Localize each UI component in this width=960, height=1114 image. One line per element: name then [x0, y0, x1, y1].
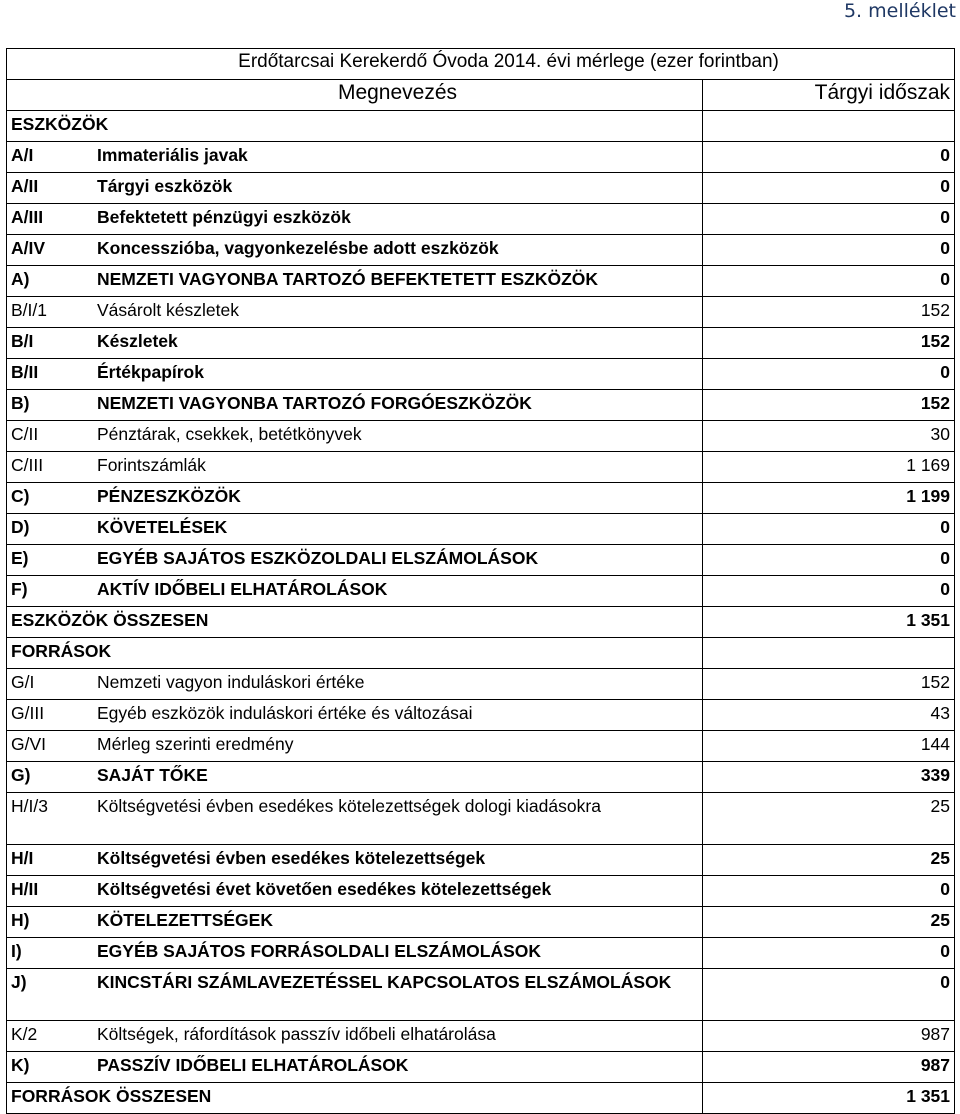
- row-value: 987: [703, 1021, 955, 1052]
- table-row: [7, 359, 955, 390]
- table-row: [7, 545, 955, 576]
- row-code: FORRÁSOK: [11, 641, 112, 661]
- table-row: [7, 204, 955, 235]
- row-label-cell: [7, 576, 703, 607]
- row-code: G/III: [11, 703, 45, 723]
- table-row: [7, 390, 955, 421]
- row-code: A/III: [11, 207, 44, 227]
- title-row: [7, 49, 955, 80]
- row-label-cell: [7, 452, 703, 483]
- row-label-cell: [7, 297, 703, 328]
- row-label: NEMZETI VAGYONBA TARTOZÓ BEFEKTETETT ESZKÖZÖK: [97, 269, 599, 289]
- row-label-cell: [7, 266, 703, 297]
- table-row: [7, 421, 955, 452]
- row-label: KÖVETELÉSEK: [97, 517, 228, 537]
- row-value: 144: [703, 731, 955, 762]
- row-label-cell: [7, 111, 703, 142]
- row-label: Mérleg szerinti eredmény: [97, 734, 294, 754]
- row-code: FORRÁSOK ÖSSZESEN: [11, 1086, 212, 1106]
- row-value: 0: [703, 266, 955, 297]
- row-code: C/II: [11, 424, 39, 444]
- row-label-cell: [7, 793, 703, 845]
- row-label-cell: [7, 421, 703, 452]
- row-label: EGYÉB SAJÁTOS FORRÁSOLDALI ELSZÁMOLÁSOK: [97, 941, 542, 961]
- row-label-cell: [7, 328, 703, 359]
- row-value: 152: [703, 297, 955, 328]
- table-row: [7, 142, 955, 173]
- row-label: PASSZÍV IDŐBELI ELHATÁROLÁSOK: [97, 1055, 409, 1075]
- table-row: [7, 111, 955, 142]
- row-label: Értékpapírok: [97, 362, 204, 382]
- row-label: Immateriális javak: [97, 145, 248, 165]
- row-label-cell: [7, 173, 703, 204]
- row-value: 0: [703, 969, 955, 1021]
- row-code: G): [11, 765, 31, 785]
- row-label-cell: [7, 700, 703, 731]
- row-value: 152: [703, 390, 955, 421]
- row-value: 25: [703, 793, 955, 845]
- row-label: Vásárolt készletek: [97, 300, 240, 320]
- table-title: Erdőtarcsai Kerekerdő Óvoda 2014. évi mérlege (ezer forintban): [7, 49, 955, 80]
- row-value: 152: [703, 328, 955, 359]
- row-code: F): [11, 579, 28, 599]
- row-code: G/I: [11, 672, 35, 692]
- row-code: K/2: [11, 1024, 38, 1044]
- row-label: Készletek: [97, 331, 178, 351]
- row-label-cell: [7, 938, 703, 969]
- row-value: 0: [703, 173, 955, 204]
- table-row: [7, 938, 955, 969]
- row-value: [703, 111, 955, 142]
- row-value: 0: [703, 576, 955, 607]
- row-label: SAJÁT TŐKE: [97, 765, 208, 785]
- row-label-cell: [7, 638, 703, 669]
- row-label-cell: [7, 731, 703, 762]
- row-code: H/II: [11, 879, 39, 899]
- row-label: EGYÉB SAJÁTOS ESZKÖZOLDALI ELSZÁMOLÁSOK: [97, 548, 539, 568]
- row-code: A/II: [11, 176, 39, 196]
- row-code: J): [11, 972, 27, 992]
- row-label: Költségek, ráfordítások passzív időbeli elhatárolása: [97, 1024, 496, 1044]
- row-code: H): [11, 910, 30, 930]
- row-value: 0: [703, 235, 955, 266]
- row-code: K): [11, 1055, 30, 1075]
- row-label-cell: [7, 607, 703, 638]
- row-label: AKTÍV IDŐBELI ELHATÁROLÁSOK: [97, 579, 388, 599]
- row-label: PÉNZESZKÖZÖK: [97, 486, 241, 506]
- table-row: [7, 328, 955, 359]
- row-label-cell: [7, 1052, 703, 1083]
- row-label-cell: [7, 390, 703, 421]
- table-row: [7, 793, 955, 845]
- row-label: Költségvetési évben esedékes kötelezettségek: [97, 848, 486, 868]
- row-label: Nemzeti vagyon induláskori értéke: [97, 672, 365, 692]
- row-label-cell: [7, 762, 703, 793]
- table-row: [7, 514, 955, 545]
- row-value: 0: [703, 359, 955, 390]
- row-value: 30: [703, 421, 955, 452]
- row-code: ESZKÖZÖK ÖSSZESEN: [11, 610, 209, 630]
- row-code: C/III: [11, 455, 44, 475]
- row-code: A): [11, 269, 30, 289]
- row-label-cell: [7, 876, 703, 907]
- row-code: G/VI: [11, 734, 47, 754]
- row-label: Forintszámlák: [97, 455, 206, 475]
- table-row: [7, 731, 955, 762]
- table-row: [7, 876, 955, 907]
- balance-sheet-table: [6, 48, 955, 1114]
- table-row: [7, 173, 955, 204]
- row-label: Költségvetési évet követően esedékes kötelezettségek: [97, 879, 552, 899]
- row-label-cell: [7, 969, 703, 1021]
- table-row: [7, 452, 955, 483]
- table-row: [7, 235, 955, 266]
- row-code: B/I/1: [11, 300, 47, 320]
- row-label-cell: [7, 669, 703, 700]
- row-code: D): [11, 517, 30, 537]
- row-label-cell: [7, 907, 703, 938]
- row-code: A/IV: [11, 238, 46, 258]
- row-code: H/I/3: [11, 796, 48, 816]
- row-value: 0: [703, 204, 955, 235]
- row-value: 0: [703, 142, 955, 173]
- row-code: A/I: [11, 145, 34, 165]
- row-label: Tárgyi eszközök: [97, 176, 233, 196]
- header-name: Megnevezés: [7, 80, 703, 111]
- row-value: 1 199: [703, 483, 955, 514]
- row-code: I): [11, 941, 22, 961]
- row-code: E): [11, 548, 29, 568]
- row-label: Egyéb eszközök induláskori értéke és változásai: [97, 703, 473, 723]
- row-label-cell: [7, 845, 703, 876]
- table-row: [7, 483, 955, 514]
- row-value: 0: [703, 545, 955, 576]
- row-label-cell: [7, 514, 703, 545]
- row-label: KÖTELEZETTSÉGEK: [97, 910, 273, 930]
- row-label-cell: [7, 545, 703, 576]
- row-label: KINCSTÁRI SZÁMLAVEZETÉSSEL KAPCSOLATOS ELSZÁMOLÁSOK: [97, 972, 672, 992]
- header-period: Tárgyi időszak: [703, 80, 955, 111]
- table-row: [7, 607, 955, 638]
- row-label-cell: [7, 204, 703, 235]
- row-label-cell: [7, 359, 703, 390]
- table-row: [7, 669, 955, 700]
- table-row: [7, 969, 955, 1021]
- row-value: [703, 638, 955, 669]
- row-label: Befektetett pénzügyi eszközök: [97, 207, 351, 227]
- row-value: 987: [703, 1052, 955, 1083]
- row-value: 0: [703, 938, 955, 969]
- table-row: [7, 638, 955, 669]
- row-value: 43: [703, 700, 955, 731]
- row-value: 152: [703, 669, 955, 700]
- row-label-cell: [7, 235, 703, 266]
- row-label-cell: [7, 1021, 703, 1052]
- row-label: Költségvetési évben esedékes kötelezettségek dologi kiadásokra: [97, 796, 601, 816]
- row-value: 25: [703, 845, 955, 876]
- row-code: B/I: [11, 331, 34, 351]
- row-label: NEMZETI VAGYONBA TARTOZÓ FORGÓESZKÖZÖK: [97, 393, 532, 413]
- row-value: 1 351: [703, 1083, 955, 1114]
- row-code: B/II: [11, 362, 39, 382]
- table-row: [7, 762, 955, 793]
- table-row: [7, 1021, 955, 1052]
- table-row: [7, 845, 955, 876]
- table-row: [7, 576, 955, 607]
- table-row: [7, 907, 955, 938]
- row-value: 0: [703, 876, 955, 907]
- row-label-cell: [7, 142, 703, 173]
- table-row: [7, 266, 955, 297]
- row-label: Koncesszióba, vagyonkezelésbe adott eszközök: [97, 238, 499, 258]
- table-row: [7, 1083, 955, 1114]
- row-code: ESZKÖZÖK: [11, 114, 109, 134]
- table-row: [7, 297, 955, 328]
- row-value: 25: [703, 907, 955, 938]
- row-code: H/I: [11, 848, 34, 868]
- annex-label: 5. melléklet: [843, 0, 956, 22]
- table-row: [7, 700, 955, 731]
- row-label: Pénztárak, csekkek, betétkönyvek: [97, 424, 362, 444]
- row-value: 339: [703, 762, 955, 793]
- row-code: C): [11, 486, 30, 506]
- row-code: B): [11, 393, 30, 413]
- row-value: 1 169: [703, 452, 955, 483]
- row-label-cell: [7, 1083, 703, 1114]
- row-value: 1 351: [703, 607, 955, 638]
- row-value: 0: [703, 514, 955, 545]
- header-row: [7, 80, 955, 111]
- row-label-cell: [7, 483, 703, 514]
- table-row: [7, 1052, 955, 1083]
